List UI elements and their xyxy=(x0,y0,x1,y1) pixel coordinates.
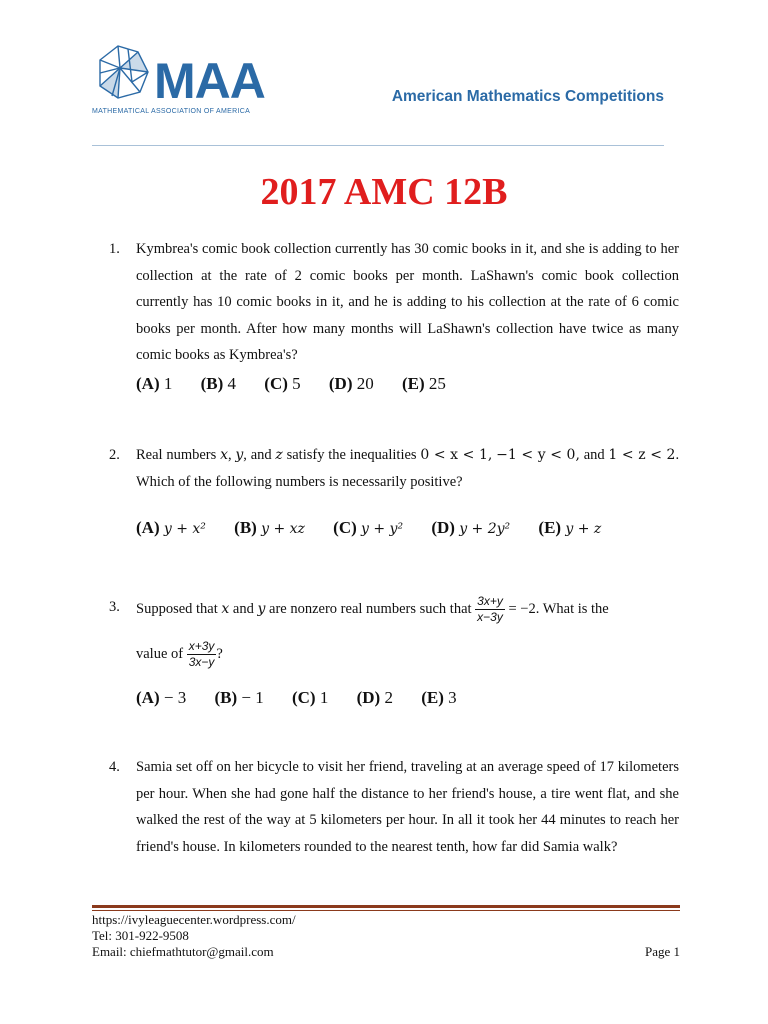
question-4 xyxy=(109,754,679,860)
choice-c: (C) 5 xyxy=(264,374,301,393)
fraction: $\frac{x+3y}{3x-y}$ xyxy=(188,639,215,669)
amc-header-title: American Mathematics Competitions xyxy=(391,88,664,105)
choice-a: (A) − 3 xyxy=(136,688,187,707)
footer-divider xyxy=(92,905,680,908)
choice-e: (E) 25 xyxy=(402,374,446,393)
fraction: $\frac{3x+y}{x-3y}$ xyxy=(477,594,503,624)
question-number: 4. xyxy=(109,759,120,775)
choice-e: (E) 3 xyxy=(421,688,457,707)
maa-logo xyxy=(92,40,265,140)
question-text: Kymbrea's comic book collection currently has 30 comic books in it, and she is adding to her collection at the rate of 2 comic books per month. LaShawn's comic book collection currently has 10 comic books in it, and he is adding to his collection at the rate of 6 comic books per month. After how many months will LaShawn's collection have twice as many comic books as Kymbrea's? xyxy=(136,241,679,363)
question-text: Samia set off on her bicycle to visit her friend, traveling at an average speed of 17 kilometers per hour. When she had gone half the distance to her friend's house, a tire went flat, and she walked the rest of the way at 5 kilometers per hour. In all it took her 44 minutes to reach her friend's house. In kilometers rounded to the nearest tenth, how far did Samia walk? xyxy=(136,759,679,855)
choice-c: (C) y + y² xyxy=(333,518,404,537)
question-2 xyxy=(109,442,679,495)
page-number: Page 1 xyxy=(644,944,680,959)
question-number: 3. xyxy=(109,599,120,615)
choice-d: (D) y + 2y² xyxy=(431,518,511,537)
choice-b: (B) y + xz xyxy=(234,518,305,537)
choice-a: (A) 1 xyxy=(136,374,173,393)
header xyxy=(92,30,678,148)
footer-email[interactable]: Email: chiefmathtutor@gmail.com xyxy=(92,944,274,959)
logo-subtitle: MATHEMATICAL ASSOCIATION OF AMERICA xyxy=(92,108,251,115)
footer-website[interactable]: https://ivyleaguecenter.wordpress.com/ xyxy=(92,912,296,927)
document-title: 2017 AMC 12B xyxy=(260,171,508,213)
choice-e: (E) y + z xyxy=(538,518,602,537)
question-number: 1. xyxy=(109,241,120,257)
choice-b: (B) 4 xyxy=(200,374,237,393)
question-number: 2. xyxy=(109,447,120,463)
footer-phone: Tel: 301-922-9508 xyxy=(92,928,189,943)
header-divider xyxy=(92,145,664,146)
choice-c: (C) 1 xyxy=(291,688,329,707)
choice-d: (D) 2 xyxy=(356,688,393,707)
answer-choices-2 xyxy=(136,518,625,538)
logo-text: MAA xyxy=(154,53,265,109)
question-text: Supposed that x and y are nonzero real numbers such that $\frac{3x+y}{x-3y}$ = −2. What is the value of $\frac{x+3y}{3x-y}$ ? xyxy=(136,594,609,669)
answer-choices-1 xyxy=(136,374,470,394)
question-text: Real numbers x, y, and z satisfy the inequalities 0 < x < 1, −1 < y < 0, and 1 < z < 2. Which of the following numbers is necessarily positive? xyxy=(136,447,680,490)
choice-b: (B) − 1 xyxy=(214,688,264,707)
question-1 xyxy=(109,236,679,369)
choice-d: (D) 20 xyxy=(328,374,374,393)
maa-polyhedron-icon xyxy=(92,40,154,104)
answer-choices-3 xyxy=(136,688,481,708)
choice-a: (A) y + x² xyxy=(136,518,206,537)
footer-divider-thin xyxy=(92,910,680,911)
footer xyxy=(92,912,680,960)
question-3 xyxy=(109,594,679,670)
